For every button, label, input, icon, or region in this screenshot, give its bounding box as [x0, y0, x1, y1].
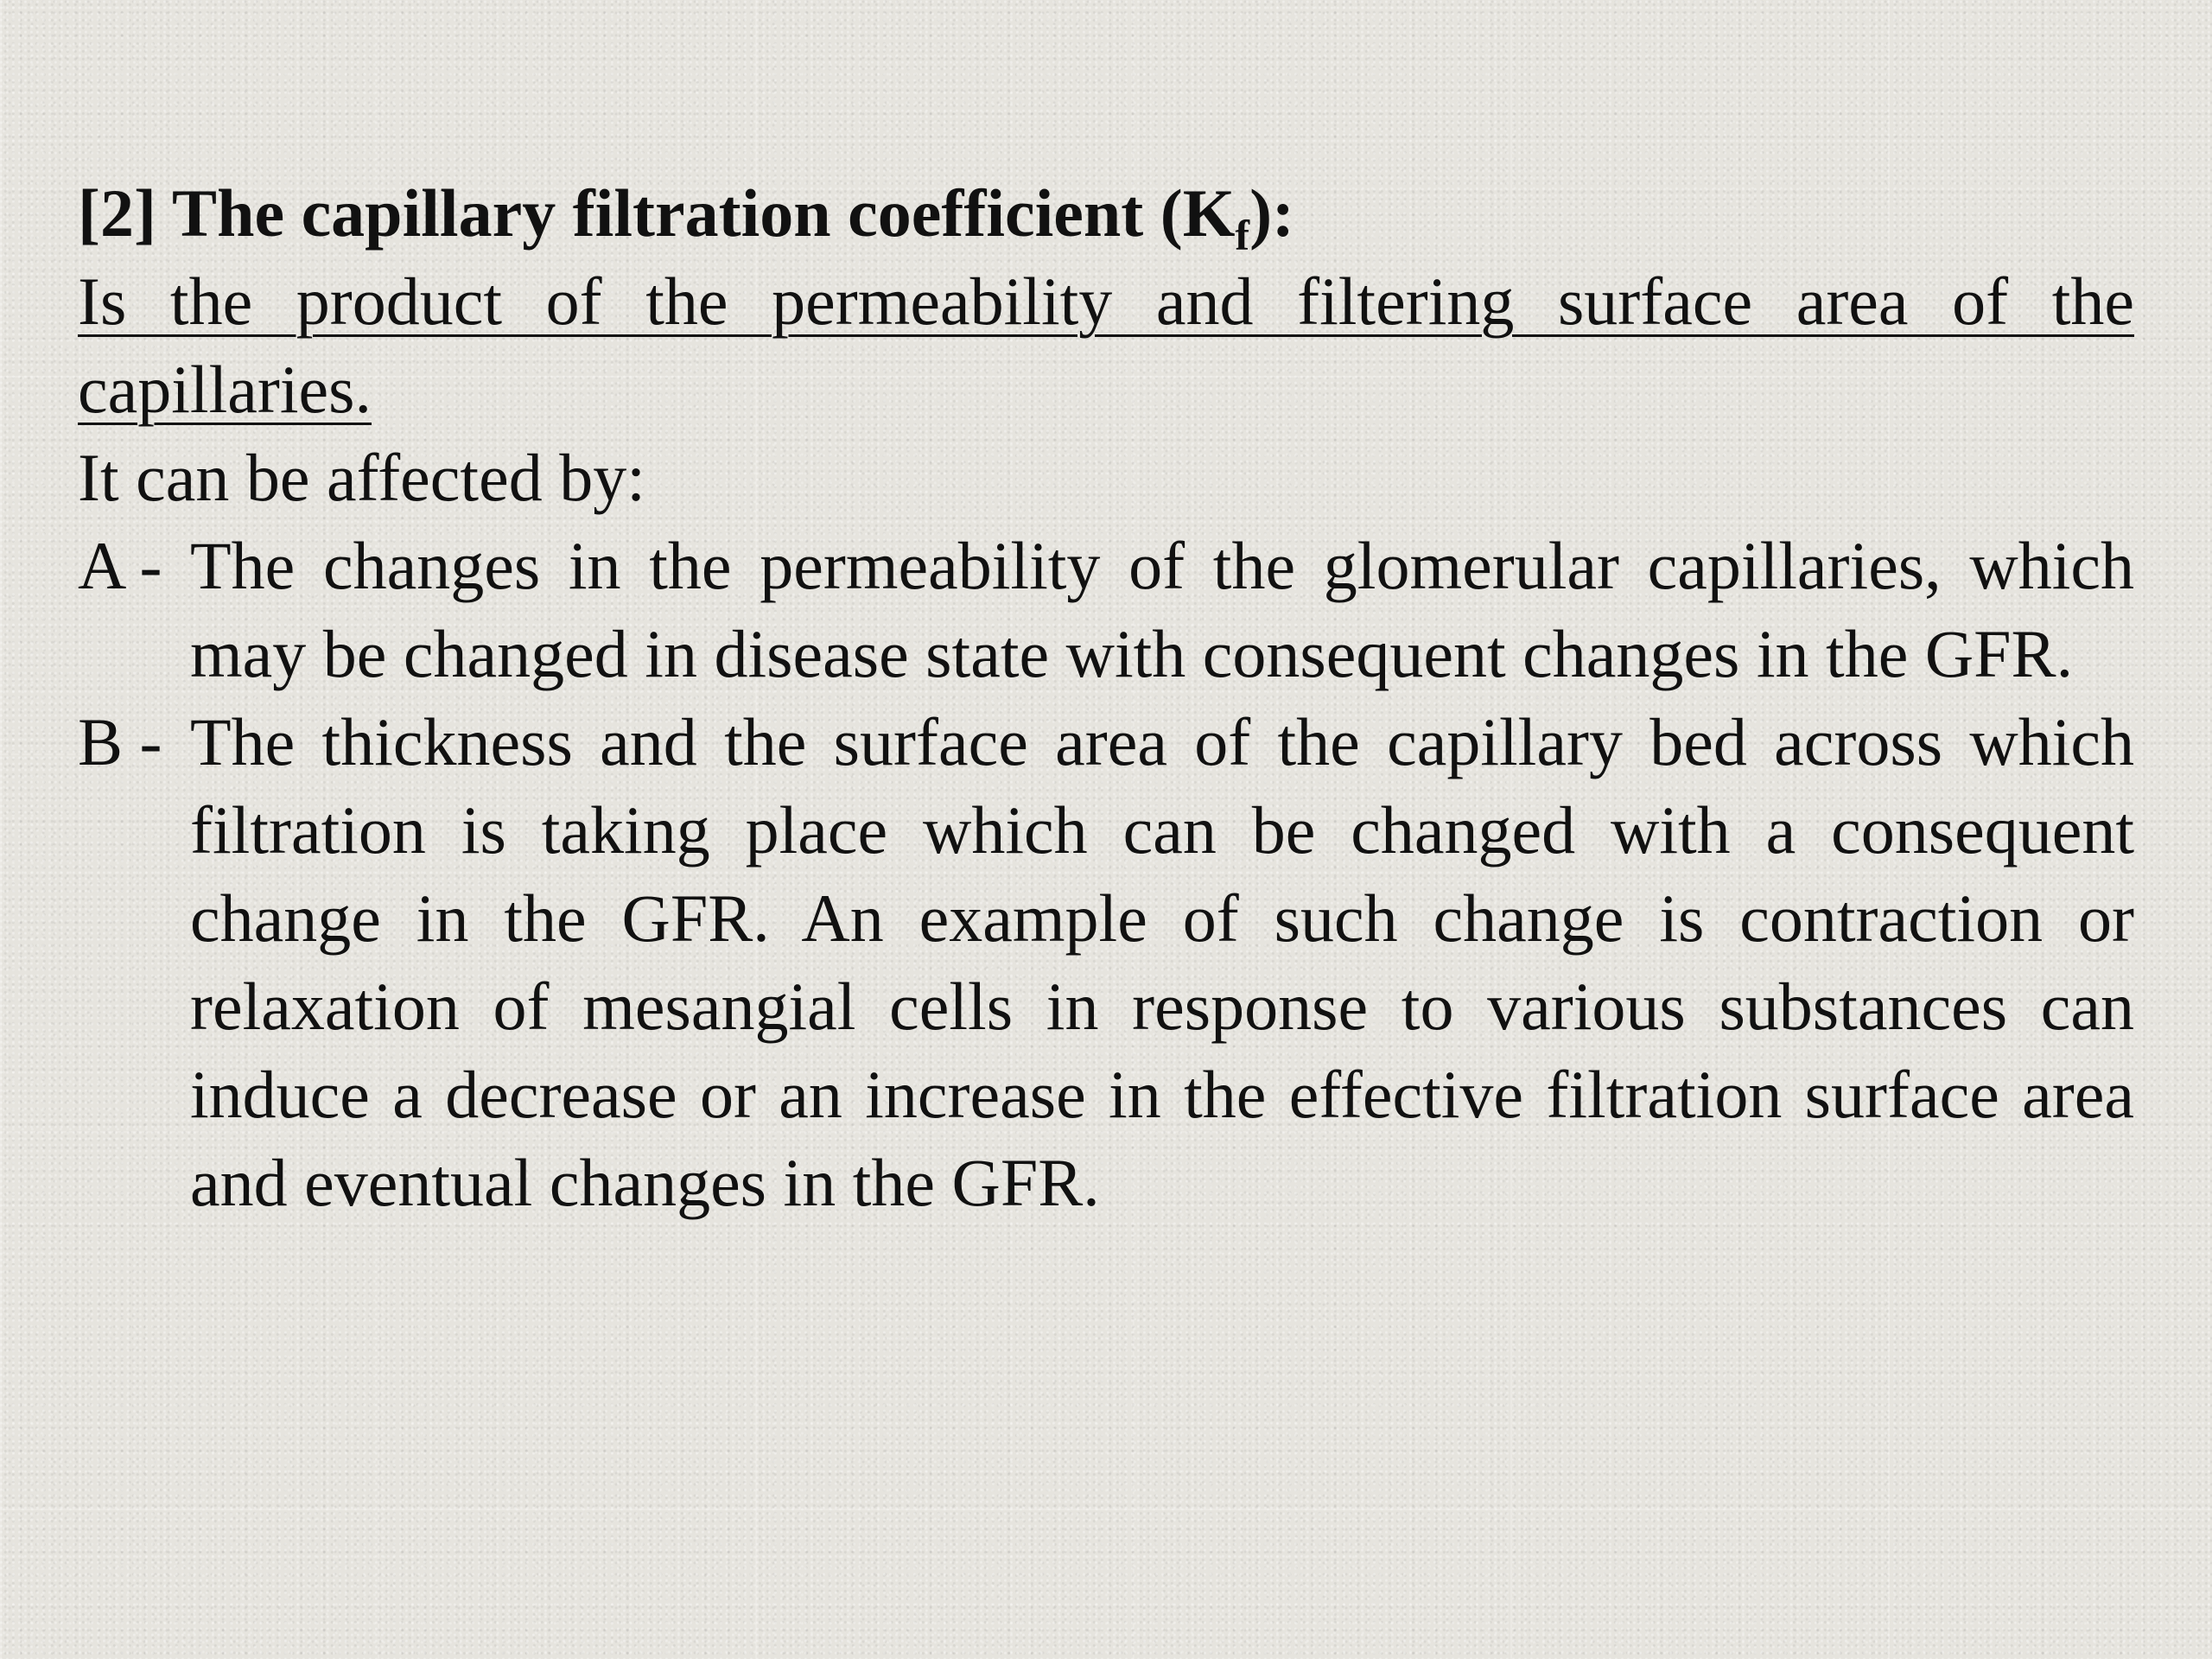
slide-content: [78, 169, 2134, 1227]
list-item-a: [78, 522, 2134, 698]
definition-text: Is the product of the permeability and filtering surface area of the capillaries.: [78, 264, 2134, 427]
list-item-b: [78, 698, 2134, 1227]
list-marker-a: A -: [78, 528, 162, 603]
list-item-b-text: The thickness and the surface area of the capillary bed across which filtration is taking place which can be changed with a consequent change in the GFR. An example of such change is contraction or relaxation of mesangial cells in response to various substances can induce a decrease or an increase in the effective filtration surface area and eventual changes in the GFR.: [190, 704, 2134, 1220]
heading-subscript: f: [1235, 211, 1250, 259]
heading-text: [2] The capillary filtration coefficient (K: [78, 175, 1236, 251]
list-marker-b: B -: [78, 704, 162, 779]
list-item-a-text: The changes in the permeability of the glomerular capillaries, which may be changed in disease state with consequent changes in the GFR.: [190, 528, 2134, 691]
heading-suffix: ):: [1249, 175, 1295, 251]
intro-text: It can be affected by:: [78, 440, 645, 515]
slide-heading: [78, 169, 2134, 257]
